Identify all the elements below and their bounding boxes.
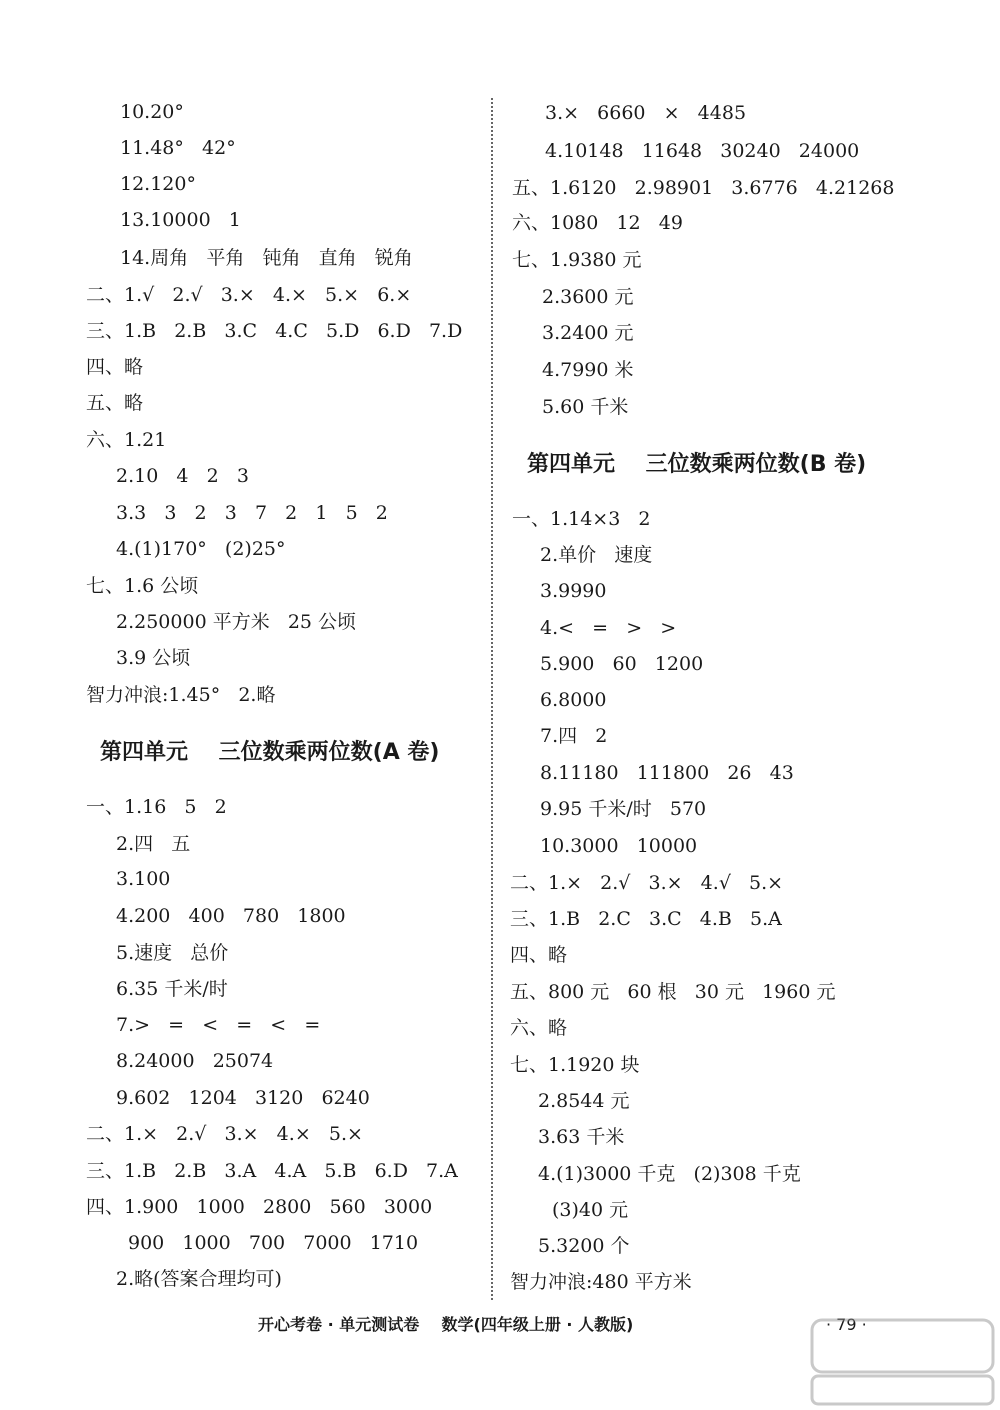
answer-line: 3.9990: [540, 580, 607, 602]
answer-line: 5.3200 个: [538, 1235, 630, 1257]
answer-line: 2.8544 元: [538, 1090, 630, 1112]
answer-line: 四、略: [510, 944, 568, 966]
answer-line: 一、1.16 5 2: [86, 796, 227, 818]
answer-line: 3.100: [116, 868, 171, 890]
answer-line: 二、1.× 2.√ 3.× 4.× 5.×: [86, 1123, 363, 1145]
answer-line: (3)40 元: [552, 1199, 629, 1221]
answer-line: 七、1.1920 块: [510, 1054, 640, 1076]
page-footer: 开心考卷 · 单元测试卷 数学(四年级上册 · 人教版): [258, 1315, 634, 1334]
answer-line: 6.35 千米/时: [116, 978, 228, 1000]
column-divider: [491, 98, 493, 1300]
answer-line: 七、1.9380 元: [512, 249, 642, 271]
answer-line: 7.> = < = < =: [116, 1014, 321, 1036]
answer-line: 五、略: [86, 392, 144, 414]
answer-line: 4.200 400 780 1800: [116, 905, 346, 927]
answer-line: 三、1.B 2.B 3.C 4.C 5.D 6.D 7.D: [86, 320, 463, 342]
answer-line: 10.3000 10000: [540, 835, 698, 857]
section-title-unit4-b: 第四单元 三位数乘两位数(B 卷): [527, 452, 867, 477]
answer-line: 4.(1)170° (2)25°: [116, 538, 286, 560]
answer-line: 4.7990 米: [542, 359, 634, 381]
answer-line: 五、1.6120 2.98901 3.6776 4.21268: [512, 177, 895, 199]
answer-line: 七、1.6 公顷: [86, 575, 199, 597]
answer-line: 智力冲浪:480 平方米: [510, 1271, 692, 1293]
answer-line: 三、1.B 2.C 3.C 4.B 5.A: [510, 908, 782, 930]
answer-line: 六、略: [510, 1017, 568, 1039]
section-title-unit4-a: 第四单元 三位数乘两位数(A 卷): [100, 740, 440, 765]
answer-line: 2.略(答案合理均可): [116, 1268, 282, 1290]
answer-line: 五、800 元 60 根 30 元 1960 元: [510, 981, 836, 1003]
answer-line: 2.单价 速度: [540, 544, 653, 566]
answer-line: 4.(1)3000 千克 (2)308 千克: [538, 1163, 801, 1185]
answer-line: 10.20°: [120, 101, 184, 123]
answer-line: 一、1.14×3 2: [512, 508, 651, 530]
answer-line: 六、1.21: [86, 429, 167, 451]
answer-line: 3.63 千米: [538, 1126, 625, 1148]
answer-line: 3.3 3 2 3 7 2 1 5 2: [116, 502, 388, 524]
answer-line: 8.11180 111800 26 43: [540, 762, 794, 784]
answer-line: 二、1.× 2.√ 3.× 4.√ 5.×: [510, 872, 784, 894]
answer-line: 5.900 60 1200: [540, 653, 704, 675]
answer-line: 六、1080 12 49: [512, 212, 683, 234]
answer-line: 二、1.√ 2.√ 3.× 4.× 5.× 6.×: [86, 284, 412, 306]
answer-line: 8.24000 25074: [116, 1050, 274, 1072]
answer-line: 3.9 公顷: [116, 647, 191, 669]
answer-line: 11.48° 42°: [120, 137, 236, 159]
answer-line: 2.10 4 2 3: [116, 465, 249, 487]
answer-line: 13.10000 1: [120, 209, 241, 231]
answer-line: 智力冲浪:1.45° 2.略: [86, 684, 276, 706]
answer-line: 4.< = > >: [540, 617, 677, 639]
answer-line: 7.四 2: [540, 725, 608, 747]
answer-line: 900 1000 700 7000 1710: [128, 1232, 419, 1254]
answer-line: 6.8000: [540, 689, 607, 711]
answer-line: 14.周角 平角 钝角 直角 锐角: [120, 247, 413, 269]
answer-line: 12.120°: [120, 173, 196, 195]
answer-line: 2.3600 元: [542, 286, 634, 308]
answer-line: 5.60 千米: [542, 396, 629, 418]
answer-line: 四、1.900 1000 2800 560 3000: [86, 1196, 433, 1218]
answer-line: 9.95 千米/时 570: [540, 798, 707, 820]
answer-line: 9.602 1204 3120 6240: [116, 1087, 370, 1109]
answer-line: 3.2400 元: [542, 322, 634, 344]
answer-line: 2.四 五: [116, 833, 191, 855]
answer-line: 5.速度 总价: [116, 942, 229, 964]
page-number: · 79 ·: [826, 1315, 867, 1334]
answer-line: 4.10148 11648 30240 24000: [545, 140, 860, 162]
answer-line: 四、略: [86, 356, 144, 378]
watermark-logo: [810, 1318, 995, 1406]
answer-line: 三、1.B 2.B 3.A 4.A 5.B 6.D 7.A: [86, 1160, 458, 1182]
answer-line: 3.× 6660 × 4485: [545, 102, 747, 124]
answer-line: 2.250000 平方米 25 公顷: [116, 611, 357, 633]
